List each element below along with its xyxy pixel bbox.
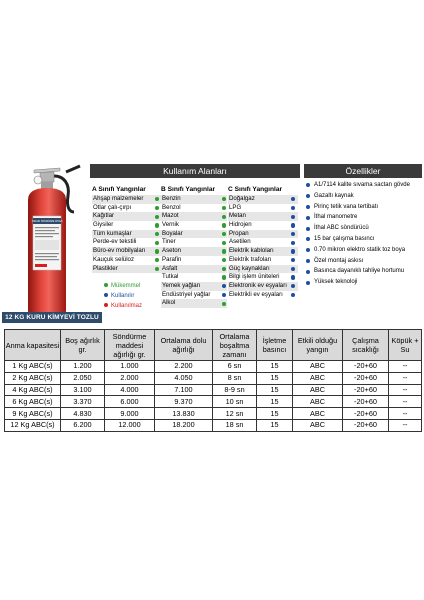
spec-cell: 7.100 bbox=[155, 384, 213, 396]
table-row bbox=[5, 384, 422, 396]
green-status-dot bbox=[155, 267, 159, 271]
class-b-item bbox=[161, 238, 227, 247]
green-status-dot bbox=[155, 232, 159, 236]
usage-item-label: Güç kaynakları bbox=[229, 264, 270, 272]
green-status-dot bbox=[222, 197, 226, 201]
bullet-icon bbox=[306, 194, 310, 198]
spec-cell: -20+60 bbox=[343, 384, 389, 396]
spec-header-cell: Anma kapasitesi bbox=[5, 330, 61, 361]
usage-item-label: Elektrik kabloları bbox=[229, 247, 274, 255]
spec-cell: 6 Kg ABC(s) bbox=[5, 396, 61, 408]
usage-item-label: Benzin bbox=[162, 195, 181, 202]
spec-cell: 15 bbox=[257, 408, 293, 420]
spec-cell: ABC bbox=[293, 419, 343, 431]
blue-status-dot bbox=[291, 267, 295, 271]
blue-status-dot bbox=[291, 215, 295, 219]
class-c-item bbox=[228, 195, 298, 204]
feature-text: A1/7114 kalite sıvama sactan gövde bbox=[314, 182, 410, 188]
class-b-item bbox=[161, 291, 227, 300]
usage-item-label: Otlar çalı-çırpı bbox=[93, 203, 132, 211]
class-b-item bbox=[161, 212, 227, 221]
spec-cell: -- bbox=[389, 408, 422, 420]
usage-item-label: Endüstriyel yağlar bbox=[162, 290, 211, 298]
bullet-icon bbox=[306, 248, 310, 252]
feature-text: Özel montaj askısı bbox=[314, 257, 364, 264]
usage-item-label: Kağıtlar bbox=[93, 212, 115, 220]
class-b-item bbox=[161, 204, 227, 213]
green-status-dot bbox=[222, 232, 226, 236]
usage-item-label: Tutkal bbox=[162, 273, 179, 281]
green-status-dot bbox=[222, 241, 226, 245]
spec-cell: 6.000 bbox=[105, 396, 155, 408]
spec-cell: 12 Kg ABC(s) bbox=[5, 419, 61, 431]
spec-cell: 8-9 sn bbox=[213, 384, 257, 396]
usage-item-label: Asfalt bbox=[162, 264, 178, 272]
usage-areas-title: Kullanım Alanları bbox=[90, 164, 300, 178]
spec-cell: 6 sn bbox=[213, 361, 257, 373]
class-b-item bbox=[161, 247, 227, 256]
feature-text: 15 bar çalışma basıncı bbox=[314, 235, 375, 242]
feature-item bbox=[304, 256, 424, 267]
green-status-dot bbox=[222, 206, 226, 210]
class-b-item bbox=[161, 230, 227, 239]
usage-item-label: Propan bbox=[229, 229, 249, 237]
feature-item bbox=[304, 202, 424, 213]
features-title: Özellikler bbox=[304, 164, 422, 178]
usage-item-label: Hidrojen bbox=[229, 221, 252, 229]
class-a-item bbox=[92, 195, 162, 204]
spec-cell: 15 bbox=[257, 396, 293, 408]
class-b-title: B Sınıfı Yangınlar bbox=[161, 186, 216, 193]
class-b-item bbox=[161, 221, 227, 230]
class-c-column bbox=[228, 186, 298, 299]
usage-item-label: Tüm kumaşlar bbox=[93, 229, 132, 237]
class-b-item bbox=[161, 282, 227, 291]
usage-item-label: Plastikler bbox=[93, 264, 118, 272]
spec-table bbox=[4, 329, 422, 432]
spec-cell: 15 bbox=[257, 361, 293, 373]
feature-text: Gazaltı kaynak bbox=[314, 192, 354, 199]
class-c-item bbox=[228, 238, 298, 247]
usage-item-label: Yemek yağları bbox=[162, 281, 201, 289]
spec-cell: -20+60 bbox=[343, 361, 389, 373]
usage-item-label: Doğalgaz bbox=[229, 195, 255, 202]
usage-item-label: Aseton bbox=[162, 247, 181, 255]
usage-item-label: Metan bbox=[229, 212, 246, 220]
usage-item-label: Vernik bbox=[162, 221, 179, 229]
green-status-dot bbox=[222, 215, 226, 219]
spec-header-cell: Köpük + Su bbox=[389, 330, 422, 361]
usage-item-label: Elektrikli ev eşyaları bbox=[229, 290, 283, 298]
bullet-icon bbox=[306, 227, 310, 231]
class-c-item bbox=[228, 291, 298, 300]
green-status-dot bbox=[222, 267, 226, 271]
usage-item-label: LPG bbox=[229, 203, 242, 211]
green-status-dot bbox=[155, 258, 159, 262]
usage-item-label: Elektronik ev eşyaları bbox=[229, 281, 287, 289]
table-row bbox=[5, 396, 422, 408]
spec-cell: 2.000 bbox=[105, 372, 155, 384]
spec-cell: 2.200 bbox=[155, 361, 213, 373]
green-status-dot bbox=[155, 223, 159, 227]
class-b-item bbox=[161, 299, 227, 308]
spec-cell: 4 Kg ABC(s) bbox=[5, 384, 61, 396]
class-b-item bbox=[161, 265, 227, 274]
blue-status-dot bbox=[222, 284, 226, 288]
blue-status-dot bbox=[291, 223, 295, 227]
feature-item bbox=[304, 277, 424, 288]
usage-item-label: Elektrik trafoları bbox=[229, 255, 272, 263]
spec-cell: ABC bbox=[293, 384, 343, 396]
class-b-item bbox=[161, 195, 227, 204]
green-status-dot bbox=[155, 206, 159, 210]
usage-item-label: Bilgi işlem üniteleri bbox=[229, 273, 280, 281]
legend-label: Mükemmel bbox=[111, 283, 141, 289]
legend-green-dot bbox=[104, 283, 108, 287]
spec-header-cell: Çalışma sıcaklığı bbox=[343, 330, 389, 361]
class-c-item bbox=[228, 273, 298, 282]
feature-item bbox=[304, 180, 424, 191]
class-c-item bbox=[228, 230, 298, 239]
spec-header-cell: Ortalama dolu ağırlığı bbox=[155, 330, 213, 361]
spec-cell: 9 Kg ABC(s) bbox=[5, 408, 61, 420]
spec-cell: 15 bbox=[257, 372, 293, 384]
feature-item bbox=[304, 223, 424, 234]
feature-text: İthal manometre bbox=[314, 214, 358, 221]
feature-item bbox=[304, 234, 424, 245]
blue-status-dot bbox=[291, 284, 295, 288]
spec-cell: 4.830 bbox=[61, 408, 105, 420]
spec-cell: -20+60 bbox=[343, 408, 389, 420]
usage-item-label: Tiner bbox=[162, 238, 176, 246]
bullet-icon bbox=[306, 259, 310, 263]
blue-status-dot bbox=[222, 293, 226, 297]
blue-status-dot bbox=[291, 241, 295, 245]
usage-item-label: Büro-ev mobilyaları bbox=[93, 247, 146, 255]
class-b-item bbox=[161, 273, 227, 282]
spec-cell: 15 bbox=[257, 419, 293, 431]
fire-extinguisher-image bbox=[4, 164, 100, 322]
usage-item-label: Boyalar bbox=[162, 229, 183, 237]
usage-item-label: Ahşap malzemeler bbox=[93, 195, 144, 202]
spec-cell: 1.200 bbox=[61, 361, 105, 373]
class-c-item bbox=[228, 256, 298, 265]
spec-cell: 18.200 bbox=[155, 419, 213, 431]
spec-header-cell: Söndürme maddesi ağırlığı gr. bbox=[105, 330, 155, 361]
green-status-dot bbox=[155, 197, 159, 201]
legend-blue-dot bbox=[104, 293, 108, 297]
blue-status-dot bbox=[291, 197, 295, 201]
spec-cell: 8 sn bbox=[213, 372, 257, 384]
spec-cell: 2 Kg ABC(s) bbox=[5, 372, 61, 384]
spec-cell: 12.000 bbox=[105, 419, 155, 431]
feature-item bbox=[304, 245, 424, 256]
bullet-icon bbox=[306, 216, 310, 220]
spec-cell: 4.000 bbox=[105, 384, 155, 396]
spec-cell: ABC bbox=[293, 372, 343, 384]
spec-cell: -- bbox=[389, 396, 422, 408]
class-a-item bbox=[92, 265, 162, 274]
green-status-dot bbox=[222, 223, 226, 227]
legend-label: Kullanılmaz bbox=[111, 303, 143, 309]
spec-header-cell: Etkili olduğu yangın bbox=[293, 330, 343, 361]
spec-cell: -- bbox=[389, 372, 422, 384]
spec-cell: 4.050 bbox=[155, 372, 213, 384]
spec-table-header bbox=[5, 330, 422, 361]
green-status-dot bbox=[222, 249, 226, 253]
spec-cell: 15 bbox=[257, 384, 293, 396]
spec-cell: -20+60 bbox=[343, 396, 389, 408]
spec-cell: 18 sn bbox=[213, 419, 257, 431]
class-b-column bbox=[161, 186, 227, 308]
bullet-icon bbox=[306, 281, 310, 285]
spec-cell: ABC bbox=[293, 361, 343, 373]
spec-cell: -20+60 bbox=[343, 419, 389, 431]
legend-item-excellent bbox=[104, 283, 140, 289]
class-c-title: C Sınıfı Yangınlar bbox=[228, 186, 283, 193]
extinguisher-label-band: YANGIN SÖNDÜRME CİHAZI bbox=[31, 221, 63, 224]
spec-cell: 3.370 bbox=[61, 396, 105, 408]
usage-item-label: Giysiler bbox=[93, 221, 114, 229]
spec-header-cell: Boş ağırlık gr. bbox=[61, 330, 105, 361]
spec-cell: 9.000 bbox=[105, 408, 155, 420]
feature-text: Basınca dayanıklı tahliye hortumu bbox=[314, 268, 405, 275]
table-row bbox=[5, 408, 422, 420]
class-c-item bbox=[228, 282, 298, 291]
spec-cell: 2.050 bbox=[61, 372, 105, 384]
usage-item-label: Perde-ev tekstili bbox=[93, 238, 137, 246]
spec-cell: ABC bbox=[293, 408, 343, 420]
bullet-icon bbox=[306, 270, 310, 274]
spec-cell: 9.370 bbox=[155, 396, 213, 408]
class-c-item bbox=[228, 212, 298, 221]
class-c-item bbox=[228, 204, 298, 213]
green-status-dot bbox=[222, 258, 226, 262]
usage-item-label: Mazot bbox=[162, 212, 179, 220]
usage-item-label: Asetilen bbox=[229, 238, 251, 246]
table-row bbox=[5, 372, 422, 384]
spec-cell: 13.830 bbox=[155, 408, 213, 420]
blue-status-dot bbox=[291, 232, 295, 236]
spec-cell: 1.000 bbox=[105, 361, 155, 373]
spec-header-cell: İşletme basıncı bbox=[257, 330, 293, 361]
feature-text: Pirinç tetik vana tertibatı bbox=[314, 203, 379, 210]
legend-label: Kullanılır bbox=[111, 293, 135, 299]
class-a-item bbox=[92, 256, 162, 265]
spec-header-cell: Ortalama boşaltma zamanı bbox=[213, 330, 257, 361]
table-row bbox=[5, 361, 422, 373]
class-a-item bbox=[92, 238, 162, 247]
class-c-item bbox=[228, 247, 298, 256]
feature-text: İthal ABC söndürücü bbox=[314, 225, 369, 232]
class-a-title: A Sınıfı Yangınlar bbox=[92, 186, 146, 193]
green-status-dot bbox=[222, 302, 226, 306]
green-status-dot bbox=[155, 249, 159, 253]
feature-item bbox=[304, 191, 424, 202]
usage-item-label: Kauçuk selüloz bbox=[93, 255, 134, 263]
spec-cell: 10 sn bbox=[213, 396, 257, 408]
class-c-item bbox=[228, 221, 298, 230]
usage-item-label: Parafin bbox=[162, 255, 182, 263]
class-a-item bbox=[92, 212, 162, 221]
spec-cell: -- bbox=[389, 419, 422, 431]
class-a-column bbox=[92, 186, 162, 273]
spec-cell: 12 sn bbox=[213, 408, 257, 420]
blue-status-dot bbox=[291, 293, 295, 297]
class-a-item bbox=[92, 221, 162, 230]
class-b-item bbox=[161, 256, 227, 265]
usage-item-label: Benzol bbox=[162, 203, 181, 211]
spec-cell: -- bbox=[389, 361, 422, 373]
spec-cell: 1 Kg ABC(s) bbox=[5, 361, 61, 373]
feature-text: Yüksek teknoloji bbox=[314, 279, 358, 286]
spec-cell: -20+60 bbox=[343, 372, 389, 384]
class-c-item bbox=[228, 265, 298, 274]
spec-cell: 3.100 bbox=[61, 384, 105, 396]
green-status-dot bbox=[155, 241, 159, 245]
usage-item-label: Alkol bbox=[162, 299, 176, 307]
spec-cell: ABC bbox=[293, 396, 343, 408]
spec-cell: 6.200 bbox=[61, 419, 105, 431]
blue-status-dot bbox=[291, 249, 295, 253]
blue-status-dot bbox=[291, 206, 295, 210]
product-caption: 12 KG KURU KİMYEVİ TOZLU bbox=[2, 312, 102, 323]
features-list bbox=[304, 180, 424, 288]
bullet-icon bbox=[306, 205, 310, 209]
class-a-item bbox=[92, 247, 162, 256]
bullet-icon bbox=[306, 237, 310, 241]
feature-text: 0.70 mikron elektro statik toz boya bbox=[314, 246, 406, 253]
spec-cell: -- bbox=[389, 384, 422, 396]
legend-red-dot bbox=[104, 303, 108, 307]
table-row bbox=[5, 419, 422, 431]
blue-status-dot bbox=[291, 258, 295, 262]
green-status-dot bbox=[155, 215, 159, 219]
bullet-icon bbox=[306, 183, 310, 187]
green-status-dot bbox=[222, 275, 226, 279]
legend-item-usable bbox=[104, 293, 134, 299]
feature-item bbox=[304, 266, 424, 277]
class-a-item bbox=[92, 230, 162, 239]
blue-status-dot bbox=[291, 275, 295, 279]
feature-item bbox=[304, 212, 424, 223]
class-a-item bbox=[92, 204, 162, 213]
legend-item-not-usable bbox=[104, 303, 142, 309]
